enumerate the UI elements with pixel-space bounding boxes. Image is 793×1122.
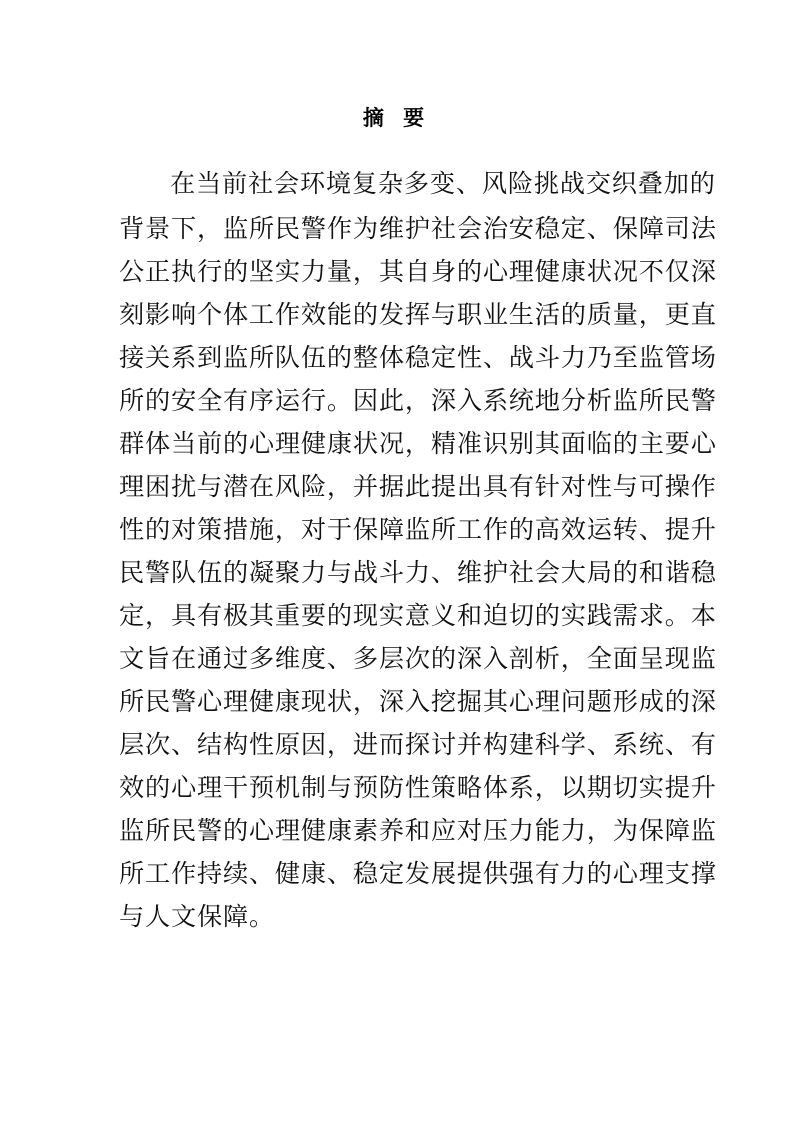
abstract-line: 民警队伍的凝聚力与战斗力、维护社会大局的和谐稳	[119, 558, 717, 587]
abstract-line: 效的心理干预机制与预防性策略体系，以期切实提升	[119, 773, 717, 802]
abstract-line: 层次、结构性原因，进而探讨并构建科学、系统、有	[119, 730, 717, 759]
abstract-line: 监所民警的心理健康素养和应对压力能力，为保障监	[119, 816, 717, 845]
abstract-line: 性的对策措施，对于保障监所工作的高效运转、提升	[119, 515, 717, 544]
abstract-line: 与人文保障。	[119, 902, 275, 931]
abstract-line: 在当前社会环境复杂多变、风险挑战交织叠加的	[170, 169, 716, 198]
abstract-line: 背景下，监所民警作为维护社会治安稳定、保障司法	[119, 214, 717, 243]
abstract-line: 理困扰与潜在风险，并据此提出具有针对性与可操作	[119, 472, 717, 501]
abstract-line: 群体当前的心理健康状况，精准识别其面临的主要心	[119, 429, 717, 458]
abstract-title: 摘 要	[362, 105, 431, 130]
abstract-line: 所民警心理健康现状，深入挖掘其心理问题形成的深	[119, 687, 717, 716]
abstract-line: 文旨在通过多维度、多层次的深入剖析，全面呈现监	[119, 644, 717, 673]
abstract-line: 所工作持续、健康、稳定发展提供强有力的心理支撑	[119, 859, 717, 888]
abstract-line: 所的安全有序运行。因此，深入系统地分析监所民警	[119, 386, 717, 415]
abstract-line: 接关系到监所队伍的整体稳定性、战斗力乃至监管场	[119, 343, 717, 372]
abstract-line: 公正执行的坚实力量，其自身的心理健康状况不仅深	[119, 257, 717, 286]
abstract-line: 刻影响个体工作效能的发挥与职业生活的质量，更直	[119, 300, 717, 329]
abstract-line: 定，具有极其重要的现实意义和迫切的实践需求。本	[119, 601, 717, 630]
